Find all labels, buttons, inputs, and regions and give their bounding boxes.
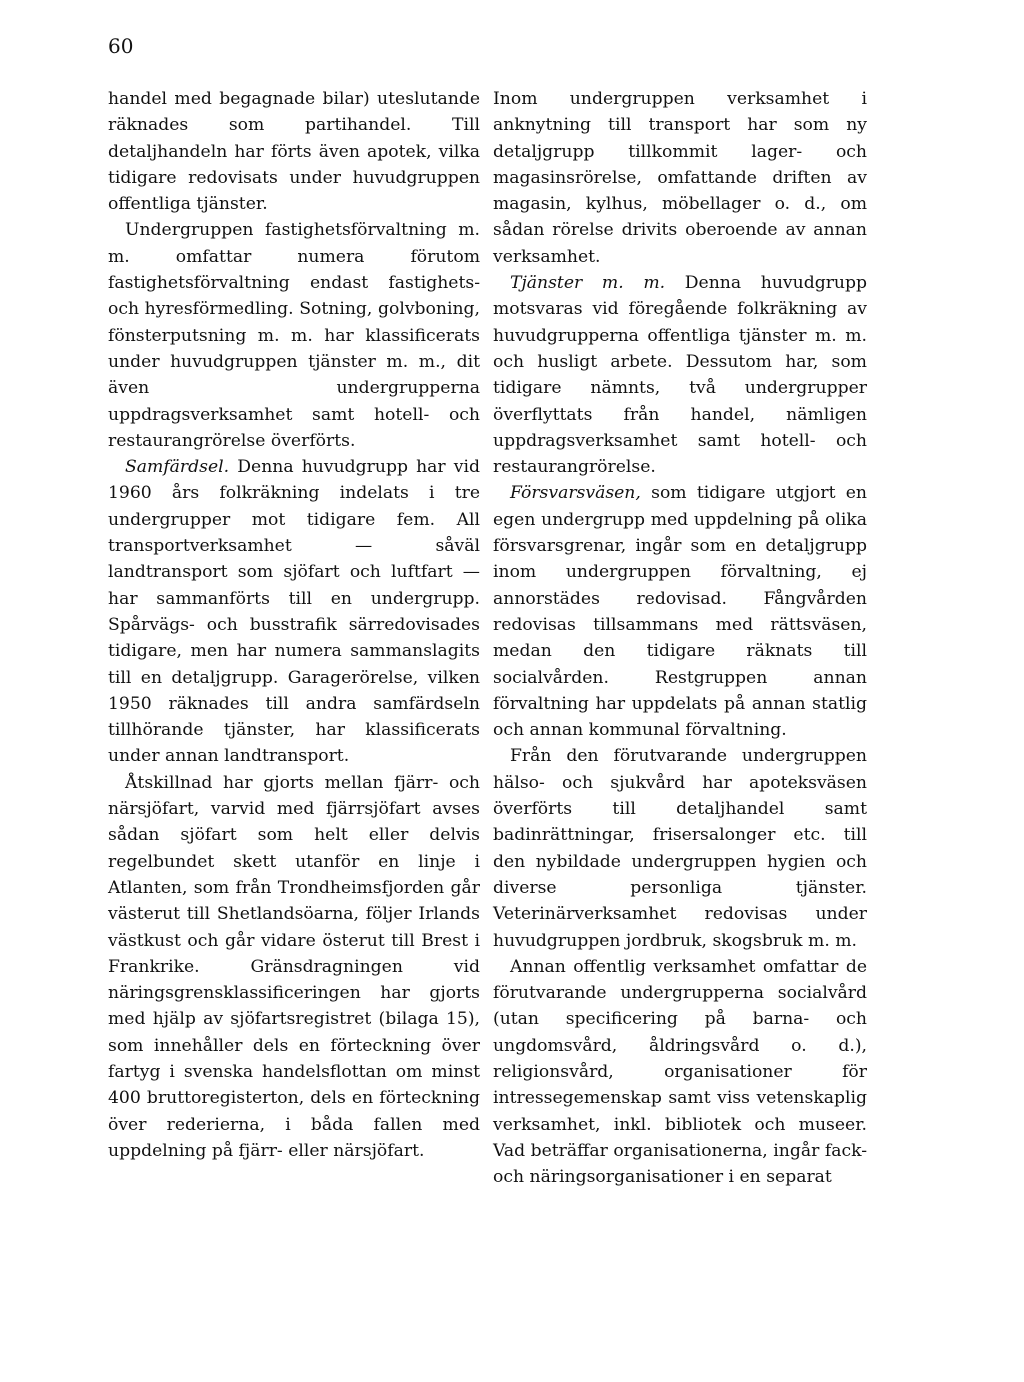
paragraph	[493, 86, 867, 270]
paragraph-lead: Försvarsväsen,	[510, 483, 641, 504]
paragraph	[108, 770, 480, 1164]
paragraph-text: Från den förutvarande undergruppen hälso- och sjukvård har apoteksväsen överförts till detaljhandel samt badinrättningar, frisersalonger etc. till den nybildade undergruppen hygien och diverse personliga tjänster. Veterinärverksamhet redovisas under huvudgruppen jordbruk, skogsbruk m. m.	[493, 746, 867, 951]
paragraph	[108, 86, 480, 217]
paragraph	[108, 217, 480, 454]
paragraph	[108, 454, 480, 770]
paragraph-lead: Tjänster m. m.	[510, 273, 666, 294]
paragraph	[493, 270, 867, 480]
paragraph-text: som tidigare utgjort en egen undergrupp med uppdelning på olika försvarsgrenar, ingår som en detaljgrupp inom undergruppen förvaltning, ej annorstädes redovisad. Fångvården redovisas tillsammans med rättsväsen, medan den tidigare räknats till socialvården. Restgruppen annan förvaltning har uppdelats på annan statlig och annan kommunal förvaltning.	[493, 483, 867, 741]
paragraph-text: Åtskillnad har gjorts mellan fjärr- och närsjöfart, varvid med fjärrsjöfart avses sådan sjöfart som helt eller delvis regelbundet skett utanför en linje i Atlanten, som från Trondheimsfjorden går västerut till Shetlandsöarna, följer Irlands västkust och går vidare österut till Brest i Frankrike. Gränsdragningen vid näringsgrensklassificeringen har gjorts med hjälp av sjöfartsregistret (bilaga 15), som innehåller dels en förteckning över fartyg i svenska handelsflottan om minst 400 bruttoregisterton, dels en förteckning över rederierna, i båda fallen med uppdelning på fjärr- eller närsjöfart.	[108, 772, 480, 1161]
paragraph-text: handel med begagnade bilar) uteslutande räknades som partihandel. Till detaljhandeln har förts även apotek, vilka tidigare redovisats under huvudgruppen offentliga tjänster.	[108, 89, 480, 215]
paragraph	[493, 954, 867, 1191]
paragraph-text: Inom undergruppen verksamhet i anknytning till transport har som ny detaljgrupp tillkommit lager- och magasinsrörelse, omfattande driften av magasin, kylhus, möbellager o. d., om sådan rörelse drivits oberoende av annan verksamhet.	[493, 89, 867, 267]
page-number: 60	[108, 34, 134, 58]
paragraph-text: Annan offentlig verksamhet omfattar de förutvarande undergrupperna socialvård (utan specificering på barna- och ungdomsvård, åldringsvård o. d.), religionsvård, organisationer för intressegemenskap samt viss vetenskaplig verksamhet, inkl. bibliotek och museer. Vad beträffar organisationerna, ingår fack- och näringsorganisationer i en separat	[493, 956, 867, 1188]
paragraph-lead: Samfärdsel.	[125, 457, 230, 478]
left-column	[108, 86, 480, 1164]
paragraph	[493, 480, 867, 743]
right-column	[493, 86, 867, 1190]
paragraph-text: Denna huvudgrupp motsvaras vid föregående folkräkning av huvudgrupperna offentliga tjänster m. m. och husligt arbete. Dessutom har, som tidigare nämnts, två undergrupper överflyttats från handel, nämligen uppdragsverksamhet samt hotell- och restaurangrörelse.	[493, 273, 867, 478]
paragraph-text: Undergruppen fastighetsförvaltning m. m. omfattar numera förutom fastighetsförvaltning endast fastighets- och hyresförmedling. Sotning, golvboning, fönsterputsning m. m. har klassificerats under huvudgruppen tjänster m. m., dit även undergrupperna uppdragsverksamhet samt hotell- och restaurangrörelse överförts.	[108, 220, 480, 451]
paragraph-text: Denna huvudgrupp har vid 1960 års folkräkning indelats i tre undergrupper mot tidigare fem. All transportverksamhet — såväl landtransport som sjöfart och luftfart — har sammanförts till en undergrupp. Spårvägs- och busstrafik särredovisades tidigare, men har numera sammanslagits till en detaljgrupp. Garagerörelse, vilken 1950 räknades till andra samfärdseln tillhörande tjänster, har klassificerats under annan landtransport.	[108, 457, 480, 767]
paragraph	[493, 743, 867, 953]
